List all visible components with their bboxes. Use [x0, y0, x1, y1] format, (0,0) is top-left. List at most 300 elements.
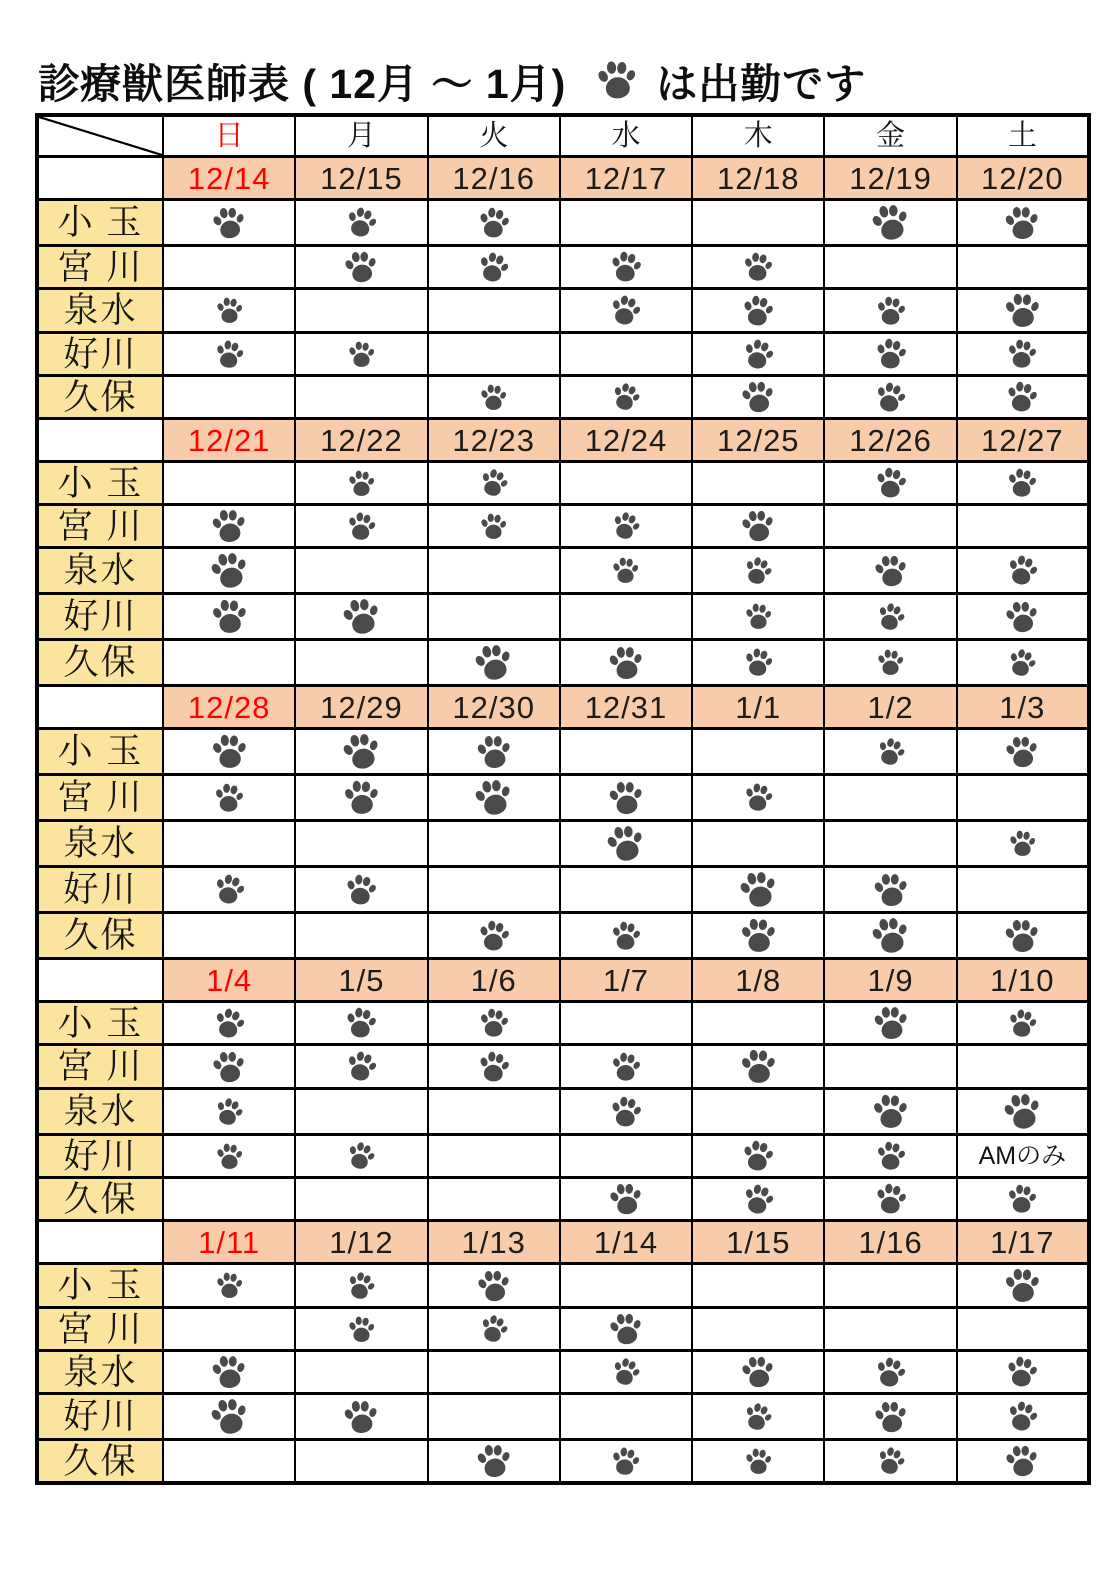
paw-icon: [871, 463, 911, 503]
doctor-name-cell: [37, 867, 163, 913]
doctor-name-label: 久保: [63, 1179, 138, 1219]
paw-icon: [474, 916, 514, 956]
paw-icon: [603, 775, 648, 820]
schedule-cell: [560, 462, 692, 505]
date-cell: [163, 686, 295, 729]
date-label: 12/16: [452, 160, 535, 196]
schedule-cell: [163, 548, 295, 594]
paw-icon: [740, 249, 776, 285]
paw-icon: [474, 203, 514, 243]
paw-icon: [207, 1349, 252, 1394]
paw-icon: [474, 1047, 514, 1087]
schedule-cell: [692, 1089, 824, 1135]
schedule-cell: [428, 333, 560, 376]
schedule-cell: [428, 548, 560, 594]
schedule-cell: [163, 1351, 295, 1394]
date-label: 12/26: [849, 422, 932, 458]
date-cell: [824, 959, 956, 1002]
schedule-cell: [163, 246, 295, 289]
schedule-cell: [824, 729, 956, 775]
doctor-name-label: 小 玉: [57, 1266, 144, 1305]
schedule-cell: [824, 867, 956, 913]
schedule-cell: [163, 1440, 295, 1484]
schedule-cell: [163, 505, 295, 548]
schedule-cell: [824, 1002, 956, 1045]
doctor-row: [37, 867, 1089, 913]
diagonal-line: [39, 117, 162, 155]
paw-icon: [1003, 643, 1042, 682]
date-label: 12/14: [187, 160, 271, 196]
paw-icon: [996, 1085, 1048, 1137]
schedule-cell: [295, 1089, 427, 1135]
paw-icon: [871, 732, 910, 771]
schedule-cell: [295, 1308, 427, 1351]
paw-icon: [607, 1442, 644, 1479]
date-cell: [824, 157, 956, 200]
date-cell: [428, 686, 560, 729]
date-row-blank-cell: [37, 686, 163, 729]
doctor-row: [37, 1178, 1089, 1221]
paw-icon: [736, 504, 780, 548]
paw-icon: [342, 870, 382, 910]
date-label: 1/5: [338, 962, 385, 998]
doctor-name-cell: [37, 333, 163, 376]
schedule-cell: [560, 246, 692, 289]
schedule-cell: [163, 462, 295, 505]
schedule-cell: [824, 200, 956, 246]
doctor-row: [37, 821, 1089, 867]
paw-icon: [871, 1179, 911, 1219]
schedule-cell: [428, 775, 560, 821]
doctor-name-label: 宮 川: [57, 778, 144, 817]
paw-icon: [606, 247, 646, 287]
schedule-cell: [692, 1394, 824, 1440]
schedule-cell: [295, 246, 427, 289]
paw-icon: [208, 1002, 250, 1044]
schedule-cell: [692, 1264, 824, 1308]
date-cell: [163, 157, 295, 200]
schedule-cell: [295, 594, 427, 640]
doctor-name-cell: [37, 1308, 163, 1351]
doctor-row: [37, 1440, 1089, 1484]
date-cell: [692, 419, 824, 462]
paw-icon: [207, 503, 252, 548]
schedule-cell: [560, 1002, 692, 1045]
doctor-name-label: 好川: [63, 1136, 138, 1176]
schedule-cell: [560, 1135, 692, 1178]
doctor-name-cell: [37, 1440, 163, 1484]
paw-icon: [1003, 1352, 1043, 1392]
date-cell: [560, 959, 692, 1002]
doctor-name-cell: [37, 246, 163, 289]
paw-icon: [738, 1178, 780, 1220]
paw-icon: [870, 376, 912, 418]
paw-icon: [604, 1307, 648, 1351]
paw-icon: [478, 511, 509, 542]
doctor-row: [37, 1264, 1089, 1308]
schedule-cell: [957, 1308, 1089, 1351]
paw-icon: [871, 1441, 910, 1480]
doctor-name-cell: [37, 505, 163, 548]
schedule-cell: [692, 1440, 824, 1484]
date-label: 1/2: [867, 689, 914, 725]
paw-icon: [868, 1089, 912, 1133]
doctor-name-cell: [37, 1394, 163, 1440]
date-cell: [163, 1221, 295, 1264]
doctor-name-label: 宮 川: [57, 1309, 144, 1349]
date-cell: [560, 157, 692, 200]
doctor-row: [37, 1394, 1089, 1440]
schedule-cell: [295, 333, 427, 376]
schedule-cell: [957, 867, 1089, 913]
schedule-cell: [824, 1351, 956, 1394]
schedule-cell: [295, 913, 427, 959]
schedule-cell: [957, 462, 1089, 505]
doctor-row: [37, 200, 1089, 246]
paw-icon: [1000, 729, 1044, 773]
paw-icon: [207, 200, 251, 244]
schedule-cell: [957, 1351, 1089, 1394]
paw-icon: [346, 1314, 377, 1345]
date-label: 12/31: [584, 689, 668, 725]
paw-icon: [335, 725, 387, 777]
weekday-header-4: [692, 115, 824, 157]
date-label: 12/19: [849, 160, 932, 196]
schedule-cell: [428, 1440, 560, 1484]
doctor-name-cell: [37, 1351, 163, 1394]
schedule-cell: [824, 913, 956, 959]
paw-icon: [608, 1048, 644, 1084]
schedule-cell: [560, 333, 692, 376]
paw-icon: [592, 55, 643, 106]
schedule-cell: [428, 1089, 560, 1135]
date-label: 12/28: [187, 689, 271, 725]
schedule-cell: [957, 505, 1089, 548]
schedule-cell: [692, 594, 824, 640]
doctor-name-cell: [37, 200, 163, 246]
schedule-cell: [428, 640, 560, 686]
paw-icon: [1002, 550, 1044, 592]
doctor-row: [37, 505, 1089, 548]
schedule-cell: [163, 913, 295, 959]
schedule-cell: [692, 1351, 824, 1394]
doctor-name-cell: [37, 640, 163, 686]
paw-icon: [864, 909, 916, 961]
schedule-cell: [692, 548, 824, 594]
schedule-cell: [824, 505, 956, 548]
corner-cell: [37, 115, 163, 157]
date-label: 1/15: [726, 1224, 791, 1260]
paw-icon: [872, 1138, 908, 1174]
schedule-cell: [428, 462, 560, 505]
schedule-cell: [428, 867, 560, 913]
date-label: 1/1: [735, 689, 782, 725]
schedule-cell: [824, 1308, 956, 1351]
date-cell: [295, 157, 427, 200]
date-cell: [428, 959, 560, 1002]
schedule-cell: [560, 1264, 692, 1308]
paw-icon: [474, 1309, 513, 1348]
date-row-blank-cell: [37, 157, 163, 200]
schedule-cell: [824, 246, 956, 289]
schedule-cell: [295, 289, 427, 333]
schedule-cell: [163, 1135, 295, 1178]
paw-icon: [341, 1046, 383, 1088]
schedule-cell: [957, 729, 1089, 775]
weekday-header-1: [295, 115, 427, 157]
doctor-name-label: 小 玉: [57, 463, 144, 503]
date-label: 12/15: [320, 160, 403, 196]
schedule-cell: [428, 289, 560, 333]
schedule-cell: [560, 289, 692, 333]
schedule-table-body: [37, 115, 1089, 1483]
paw-icon: [210, 1092, 249, 1131]
date-cell: [295, 959, 427, 1002]
schedule-cell: [692, 333, 824, 376]
paw-icon: [606, 506, 645, 545]
weekday-header-5: [824, 115, 956, 157]
doctor-name-cell: [37, 289, 163, 333]
schedule-cell: [957, 1264, 1089, 1308]
paw-icon: [211, 779, 247, 815]
schedule-cell: [428, 821, 560, 867]
schedule-cell: [824, 333, 956, 376]
paw-icon: [339, 1394, 384, 1439]
schedule-cell: [692, 775, 824, 821]
schedule-cell: [560, 640, 692, 686]
schedule-cell: [428, 1308, 560, 1351]
paw-icon: [478, 382, 509, 413]
date-label: 1/9: [867, 962, 914, 998]
paw-icon: [343, 507, 380, 544]
schedule-cell: [692, 729, 824, 775]
doctor-row: [37, 594, 1089, 640]
paw-icon: [214, 295, 245, 326]
date-row-week-3: [37, 686, 1089, 729]
paw-icon: [1000, 1439, 1044, 1483]
schedule-cell: [824, 376, 956, 419]
doctor-name-cell: [37, 594, 163, 640]
schedule-cell: [957, 913, 1089, 959]
doctor-name-label: 好川: [63, 1397, 138, 1436]
date-cell: [824, 419, 956, 462]
date-label: 12/23: [452, 422, 535, 458]
schedule-cell: [295, 1440, 427, 1484]
date-cell: [957, 959, 1089, 1002]
schedule-cell: [957, 775, 1089, 821]
schedule-cell: [560, 376, 692, 419]
date-row-week-1: [37, 157, 1089, 200]
schedule-cell: [957, 1178, 1089, 1221]
schedule-cell: [692, 246, 824, 289]
schedule-cell: [428, 1264, 560, 1308]
schedule-cell: [560, 1045, 692, 1089]
schedule-cell: [957, 594, 1089, 640]
weekday-header-3: [560, 115, 692, 157]
doctor-name-cell: [37, 1045, 163, 1089]
schedule-cell: [957, 1135, 1089, 1178]
schedule-cell: [957, 1394, 1089, 1440]
doctor-name-label: 久保: [63, 643, 138, 682]
doctor-row: [37, 1351, 1089, 1394]
paw-icon: [342, 1136, 381, 1175]
weekday-header-row: [37, 115, 1089, 157]
paw-icon: [736, 1044, 780, 1088]
paw-icon: [207, 729, 251, 773]
paw-icon: [743, 1446, 774, 1477]
date-cell: [560, 419, 692, 462]
paw-icon: [869, 1394, 913, 1438]
schedule-cell: [560, 200, 692, 246]
schedule-cell: [163, 867, 295, 913]
doctor-row: [37, 289, 1089, 333]
date-cell: [692, 1221, 824, 1264]
paw-icon: [211, 335, 248, 372]
date-cell: [957, 157, 1089, 200]
paw-icon: [605, 290, 647, 332]
paw-icon: [472, 1263, 516, 1307]
date-label: 1/7: [602, 962, 650, 998]
schedule-cell: [957, 640, 1089, 686]
paw-icon: [1004, 1181, 1040, 1217]
schedule-cell: [163, 289, 295, 333]
schedule-cell: [692, 867, 824, 913]
date-label: 12/30: [452, 689, 535, 725]
schedule-cell: [692, 1002, 824, 1045]
paw-icon: [739, 1397, 778, 1436]
paw-icon: [1000, 913, 1045, 958]
schedule-cell: [163, 333, 295, 376]
paw-icon: [214, 1270, 245, 1301]
schedule-cell: [560, 1089, 692, 1135]
weekday-label: 木: [743, 119, 773, 152]
schedule-cell: [428, 376, 560, 419]
schedule-cell: [957, 1089, 1089, 1135]
date-row-week-5: [37, 1221, 1089, 1264]
schedule-cell: [163, 729, 295, 775]
date-label: 1/13: [461, 1224, 526, 1260]
schedule-cell: [163, 1264, 295, 1308]
date-label: 1/16: [858, 1224, 923, 1260]
schedule-cell: [824, 1178, 956, 1221]
paw-icon: [342, 1003, 382, 1043]
doctor-name-cell: [37, 821, 163, 867]
doctor-name-label: 小 玉: [57, 203, 144, 242]
schedule-cell: [163, 376, 295, 419]
page-title: [38, 52, 866, 108]
paw-icon: [868, 867, 913, 912]
doctor-name-cell: [37, 1178, 163, 1221]
schedule-cell: [295, 729, 427, 775]
date-row-week-2: [37, 419, 1089, 462]
doctor-row: [37, 1045, 1089, 1089]
schedule-cell: [295, 1351, 427, 1394]
paw-icon: [1000, 288, 1044, 332]
schedule-cell: [692, 1135, 824, 1178]
schedule-cell: [560, 594, 692, 640]
weekday-label: 月: [346, 119, 376, 152]
paw-icon: [341, 202, 383, 244]
doctor-name-label: 好川: [63, 597, 138, 636]
doctor-row: [37, 775, 1089, 821]
paw-icon: [869, 548, 913, 592]
title-text: 診療獣医師表 ( 12月 ～ 1月): [38, 60, 567, 107]
schedule-cell: [692, 505, 824, 548]
schedule-cell: [957, 376, 1089, 419]
schedule-cell: [824, 462, 956, 505]
schedule-cell: [560, 775, 692, 821]
doctor-row: [37, 729, 1089, 775]
schedule-cell: [428, 200, 560, 246]
paw-icon: [471, 1438, 516, 1483]
date-cell: [428, 157, 560, 200]
schedule-cell: [957, 821, 1089, 867]
weekday-label: 日: [214, 119, 244, 152]
schedule-cell: [163, 200, 295, 246]
schedule-cell: [957, 200, 1089, 246]
doctor-name-cell: [37, 548, 163, 594]
schedule-cell: [428, 913, 560, 959]
paw-icon: [339, 245, 383, 289]
schedule-cell: [428, 1394, 560, 1440]
paw-icon: [603, 640, 648, 685]
doctor-row: [37, 462, 1089, 505]
doctor-row: [37, 376, 1089, 419]
weekday-label: 土: [1007, 119, 1037, 152]
doctor-name-label: 久保: [63, 916, 138, 955]
paw-icon: [1004, 1004, 1041, 1041]
paw-icon: [610, 555, 641, 586]
title-legend-text: は出勤です: [656, 60, 867, 107]
weekday-header-6: [957, 115, 1089, 157]
date-row-week-4: [37, 959, 1089, 1002]
schedule-cell: [163, 1178, 295, 1221]
paw-icon: [476, 1005, 512, 1041]
doctor-row: [37, 1135, 1089, 1178]
doctor-name-label: 久保: [63, 377, 138, 417]
date-cell: [295, 419, 427, 462]
doctor-name-cell: [37, 1264, 163, 1308]
date-cell: [428, 419, 560, 462]
paw-icon: [1000, 200, 1045, 245]
date-label: 12/20: [981, 160, 1064, 196]
schedule-cell: [957, 1045, 1089, 1089]
date-label: 12/27: [981, 422, 1064, 458]
schedule-cell: [560, 1351, 692, 1394]
date-cell: [692, 686, 824, 729]
paw-icon: [740, 779, 777, 816]
date-cell: [295, 1221, 427, 1264]
paw-icon: [871, 597, 910, 636]
doctor-name-label: 宮 川: [57, 1047, 144, 1086]
paw-icon: [214, 1141, 245, 1172]
paw-icon: [1000, 1263, 1044, 1307]
schedule-cell: [957, 1440, 1089, 1484]
doctor-row: [37, 1002, 1089, 1045]
title-paw-icon: [594, 57, 640, 103]
schedule-cell: [428, 1002, 560, 1045]
paw-icon: [1002, 1396, 1044, 1438]
schedule-cell: [560, 1440, 692, 1484]
paw-icon: [207, 1044, 251, 1088]
schedule-cell: [163, 1002, 295, 1045]
schedule-cell: [824, 1135, 956, 1178]
date-label: 1/6: [470, 962, 517, 998]
doctor-row: [37, 333, 1089, 376]
schedule-cell: [957, 246, 1089, 289]
schedule-cell: [428, 594, 560, 640]
paw-icon: [604, 1177, 648, 1221]
